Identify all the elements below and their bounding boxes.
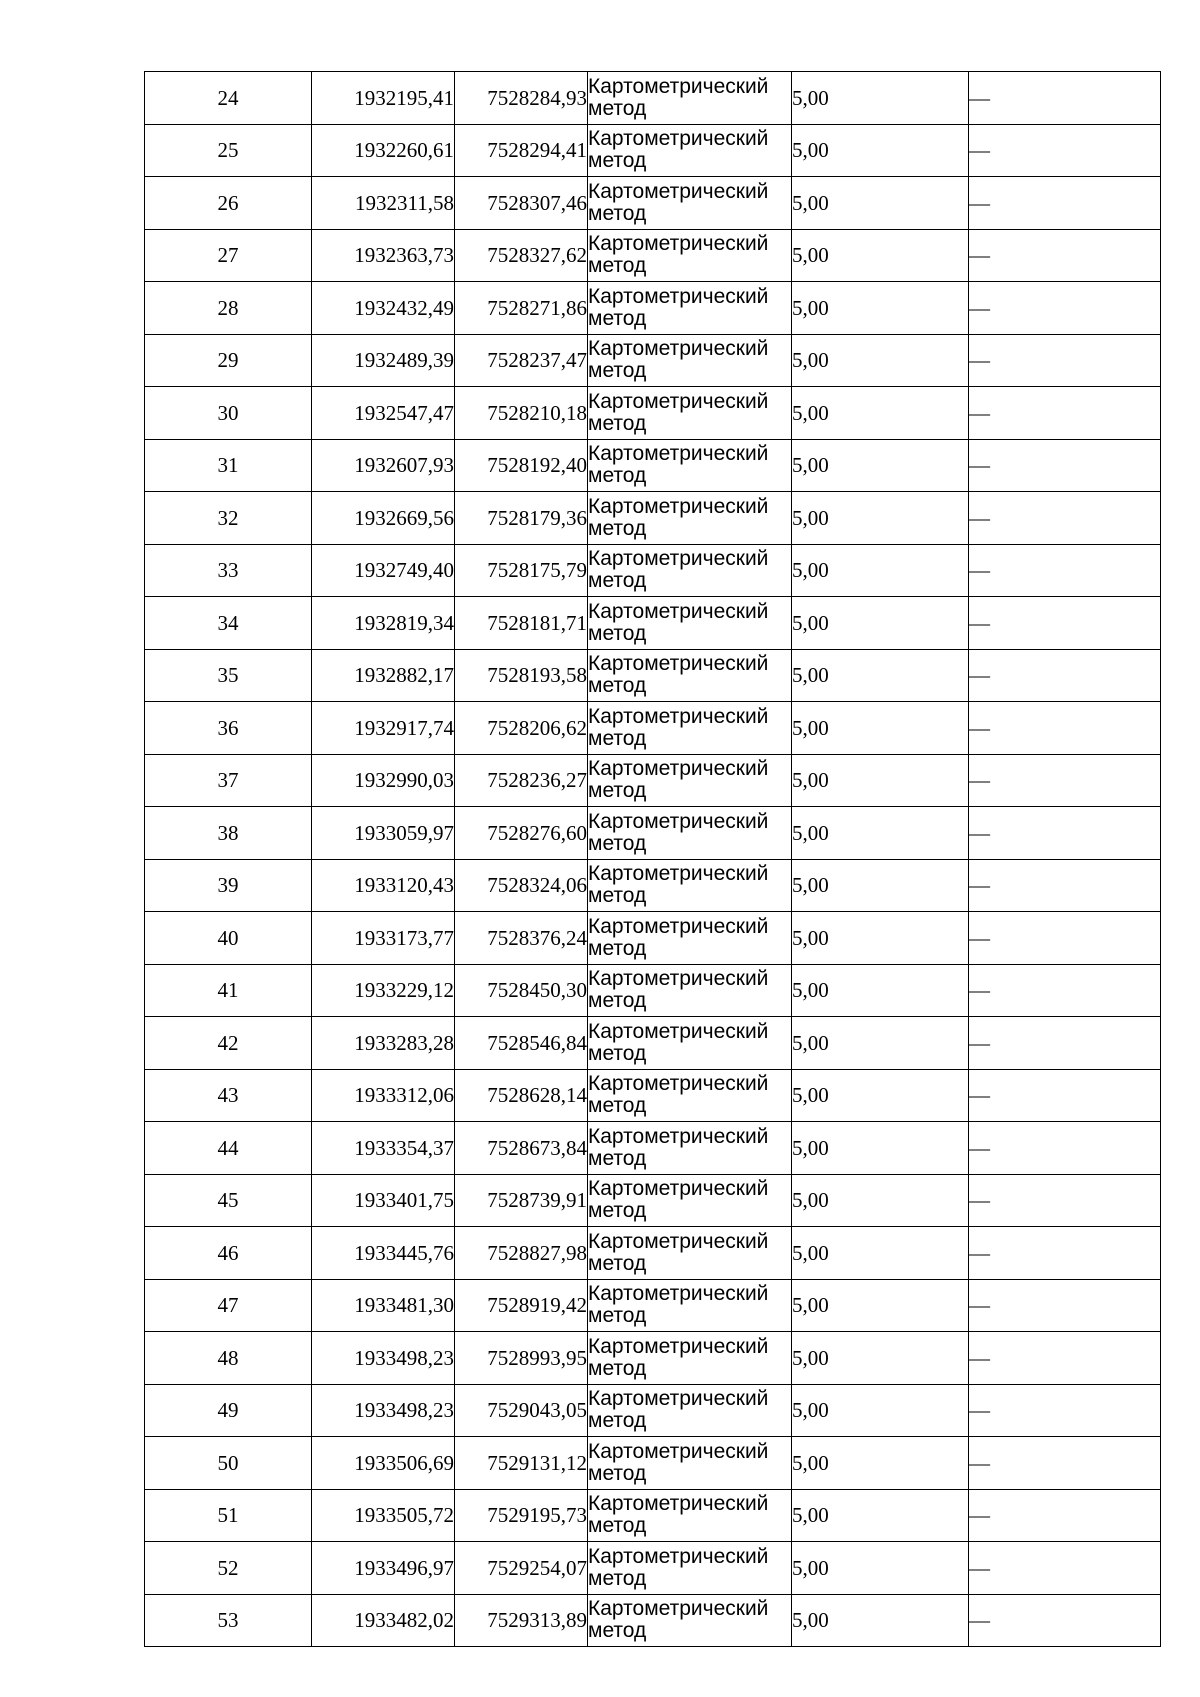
accuracy-cell: 5,00 bbox=[792, 1489, 969, 1542]
point-number-cell: 44 bbox=[145, 1122, 312, 1175]
point-number-cell: 43 bbox=[145, 1069, 312, 1122]
description-cell: — bbox=[969, 859, 1161, 912]
description-cell: — bbox=[969, 177, 1161, 230]
description-cell: — bbox=[969, 1332, 1161, 1385]
table-row bbox=[145, 1122, 1161, 1175]
method-line-2: метод bbox=[588, 201, 647, 225]
accuracy-cell: 5,00 bbox=[792, 964, 969, 1017]
method-cell bbox=[588, 492, 792, 545]
point-number-cell: 36 bbox=[145, 702, 312, 755]
description-cell: — bbox=[969, 1437, 1161, 1490]
method-line-1: Картометрический bbox=[588, 967, 769, 991]
method-cell bbox=[588, 1542, 792, 1595]
point-number-cell: 42 bbox=[145, 1017, 312, 1070]
x-coordinate-cell: 1933059,97 bbox=[312, 807, 455, 860]
description-cell: — bbox=[969, 282, 1161, 335]
x-coordinate-cell: 1933283,28 bbox=[312, 1017, 455, 1070]
method-cell bbox=[588, 1594, 792, 1647]
y-coordinate-cell: 7528739,91 bbox=[455, 1174, 588, 1227]
accuracy-cell: 5,00 bbox=[792, 1384, 969, 1437]
method-line-2: метод bbox=[588, 1304, 647, 1328]
method-line-1: Картометрический bbox=[588, 232, 769, 256]
y-coordinate-cell: 7528827,98 bbox=[455, 1227, 588, 1280]
description-cell: — bbox=[969, 912, 1161, 965]
table-row bbox=[145, 1332, 1161, 1385]
y-coordinate-cell: 7528276,60 bbox=[455, 807, 588, 860]
method-line-1: Картометрический bbox=[588, 1544, 769, 1568]
method-cell bbox=[588, 649, 792, 702]
x-coordinate-cell: 1932669,56 bbox=[312, 492, 455, 545]
method-line-1: Картометрический bbox=[588, 1124, 769, 1148]
x-coordinate-cell: 1933482,02 bbox=[312, 1594, 455, 1647]
method-cell bbox=[588, 1489, 792, 1542]
method-line-2: метод bbox=[588, 936, 647, 960]
y-coordinate-cell: 7528294,41 bbox=[455, 124, 588, 177]
accuracy-cell: 5,00 bbox=[792, 1017, 969, 1070]
table-row bbox=[145, 859, 1161, 912]
description-cell: — bbox=[969, 807, 1161, 860]
x-coordinate-cell: 1933312,06 bbox=[312, 1069, 455, 1122]
point-number-cell: 48 bbox=[145, 1332, 312, 1385]
method-cell bbox=[588, 387, 792, 440]
table-row bbox=[145, 1017, 1161, 1070]
point-number-cell: 29 bbox=[145, 334, 312, 387]
table-row bbox=[145, 387, 1161, 440]
table-row bbox=[145, 439, 1161, 492]
method-line-1: Картометрический bbox=[588, 704, 769, 728]
description-cell: — bbox=[969, 229, 1161, 282]
table-row bbox=[145, 702, 1161, 755]
accuracy-cell: 5,00 bbox=[792, 1122, 969, 1175]
description-cell: — bbox=[969, 544, 1161, 597]
method-cell bbox=[588, 124, 792, 177]
table-row bbox=[145, 72, 1161, 125]
y-coordinate-cell: 7528193,58 bbox=[455, 649, 588, 702]
x-coordinate-cell: 1932311,58 bbox=[312, 177, 455, 230]
method-line-1: Картометрический bbox=[588, 1439, 769, 1463]
table-row bbox=[145, 912, 1161, 965]
method-line-2: метод bbox=[588, 831, 647, 855]
description-cell: — bbox=[969, 492, 1161, 545]
method-cell bbox=[588, 597, 792, 650]
method-line-1: Картометрический bbox=[588, 652, 769, 676]
description-cell: — bbox=[969, 649, 1161, 702]
method-line-2: метод bbox=[588, 1251, 647, 1275]
accuracy-cell: 5,00 bbox=[792, 439, 969, 492]
x-coordinate-cell: 1932547,47 bbox=[312, 387, 455, 440]
method-line-1: Картометрический bbox=[588, 337, 769, 361]
accuracy-cell: 5,00 bbox=[792, 597, 969, 650]
y-coordinate-cell: 7528993,95 bbox=[455, 1332, 588, 1385]
coordinates-table bbox=[144, 71, 1161, 1647]
method-line-1: Картометрический bbox=[588, 1387, 769, 1411]
point-number-cell: 39 bbox=[145, 859, 312, 912]
table-row bbox=[145, 177, 1161, 230]
description-cell: — bbox=[969, 1122, 1161, 1175]
method-line-1: Картометрический bbox=[588, 547, 769, 571]
method-line-2: метод bbox=[588, 149, 647, 173]
accuracy-cell: 5,00 bbox=[792, 702, 969, 755]
method-cell bbox=[588, 912, 792, 965]
x-coordinate-cell: 1932990,03 bbox=[312, 754, 455, 807]
table-row bbox=[145, 807, 1161, 860]
x-coordinate-cell: 1932819,34 bbox=[312, 597, 455, 650]
y-coordinate-cell: 7528324,06 bbox=[455, 859, 588, 912]
table-body bbox=[145, 72, 1161, 1647]
description-cell: — bbox=[969, 1384, 1161, 1437]
table-row bbox=[145, 754, 1161, 807]
x-coordinate-cell: 1933229,12 bbox=[312, 964, 455, 1017]
method-cell bbox=[588, 282, 792, 335]
description-cell: — bbox=[969, 124, 1161, 177]
method-cell bbox=[588, 1174, 792, 1227]
point-number-cell: 34 bbox=[145, 597, 312, 650]
y-coordinate-cell: 7529043,05 bbox=[455, 1384, 588, 1437]
description-cell: — bbox=[969, 387, 1161, 440]
accuracy-cell: 5,00 bbox=[792, 912, 969, 965]
x-coordinate-cell: 1933354,37 bbox=[312, 1122, 455, 1175]
method-cell bbox=[588, 229, 792, 282]
x-coordinate-cell: 1933496,97 bbox=[312, 1542, 455, 1595]
method-line-1: Картометрический bbox=[588, 1019, 769, 1043]
table-row bbox=[145, 1069, 1161, 1122]
accuracy-cell: 5,00 bbox=[792, 1227, 969, 1280]
accuracy-cell: 5,00 bbox=[792, 1279, 969, 1332]
accuracy-cell: 5,00 bbox=[792, 1174, 969, 1227]
x-coordinate-cell: 1933498,23 bbox=[312, 1332, 455, 1385]
accuracy-cell: 5,00 bbox=[792, 859, 969, 912]
y-coordinate-cell: 7528237,47 bbox=[455, 334, 588, 387]
method-line-1: Картометрический bbox=[588, 179, 769, 203]
y-coordinate-cell: 7528307,46 bbox=[455, 177, 588, 230]
y-coordinate-cell: 7528206,62 bbox=[455, 702, 588, 755]
point-number-cell: 25 bbox=[145, 124, 312, 177]
method-line-2: метод bbox=[588, 1041, 647, 1065]
method-line-1: Картометрический bbox=[588, 1177, 769, 1201]
method-line-2: метод bbox=[588, 726, 647, 750]
table-row bbox=[145, 1227, 1161, 1280]
description-cell: — bbox=[969, 439, 1161, 492]
method-cell bbox=[588, 1279, 792, 1332]
method-line-2: метод bbox=[588, 1146, 647, 1170]
x-coordinate-cell: 1932363,73 bbox=[312, 229, 455, 282]
description-cell: — bbox=[969, 1489, 1161, 1542]
method-line-1: Картометрический bbox=[588, 389, 769, 413]
y-coordinate-cell: 7528673,84 bbox=[455, 1122, 588, 1175]
y-coordinate-cell: 7528327,62 bbox=[455, 229, 588, 282]
description-cell: — bbox=[969, 1227, 1161, 1280]
method-line-1: Картометрический bbox=[588, 1334, 769, 1358]
accuracy-cell: 5,00 bbox=[792, 177, 969, 230]
method-line-2: метод bbox=[588, 1619, 647, 1643]
x-coordinate-cell: 1932432,49 bbox=[312, 282, 455, 335]
method-line-2: метод bbox=[588, 411, 647, 435]
method-cell bbox=[588, 964, 792, 1017]
accuracy-cell: 5,00 bbox=[792, 72, 969, 125]
accuracy-cell: 5,00 bbox=[792, 649, 969, 702]
point-number-cell: 30 bbox=[145, 387, 312, 440]
point-number-cell: 45 bbox=[145, 1174, 312, 1227]
y-coordinate-cell: 7528450,30 bbox=[455, 964, 588, 1017]
point-number-cell: 53 bbox=[145, 1594, 312, 1647]
y-coordinate-cell: 7528175,79 bbox=[455, 544, 588, 597]
accuracy-cell: 5,00 bbox=[792, 334, 969, 387]
y-coordinate-cell: 7528181,71 bbox=[455, 597, 588, 650]
point-number-cell: 51 bbox=[145, 1489, 312, 1542]
method-cell bbox=[588, 1384, 792, 1437]
accuracy-cell: 5,00 bbox=[792, 124, 969, 177]
y-coordinate-cell: 7528179,36 bbox=[455, 492, 588, 545]
point-number-cell: 41 bbox=[145, 964, 312, 1017]
method-line-1: Картометрический bbox=[588, 862, 769, 886]
point-number-cell: 47 bbox=[145, 1279, 312, 1332]
method-cell bbox=[588, 177, 792, 230]
method-cell bbox=[588, 859, 792, 912]
method-line-2: метод bbox=[588, 1461, 647, 1485]
method-cell bbox=[588, 702, 792, 755]
method-line-2: метод bbox=[588, 254, 647, 278]
description-cell: — bbox=[969, 1017, 1161, 1070]
y-coordinate-cell: 7528546,84 bbox=[455, 1017, 588, 1070]
y-coordinate-cell: 7528236,27 bbox=[455, 754, 588, 807]
x-coordinate-cell: 1932882,17 bbox=[312, 649, 455, 702]
description-cell: — bbox=[969, 1174, 1161, 1227]
accuracy-cell: 5,00 bbox=[792, 807, 969, 860]
table-row bbox=[145, 124, 1161, 177]
y-coordinate-cell: 7529195,73 bbox=[455, 1489, 588, 1542]
x-coordinate-cell: 1932489,39 bbox=[312, 334, 455, 387]
table-row bbox=[145, 282, 1161, 335]
method-line-2: метод bbox=[588, 779, 647, 803]
x-coordinate-cell: 1933481,30 bbox=[312, 1279, 455, 1332]
table-row bbox=[145, 334, 1161, 387]
table-row bbox=[145, 229, 1161, 282]
point-number-cell: 50 bbox=[145, 1437, 312, 1490]
method-cell bbox=[588, 1437, 792, 1490]
y-coordinate-cell: 7528628,14 bbox=[455, 1069, 588, 1122]
x-coordinate-cell: 1933401,75 bbox=[312, 1174, 455, 1227]
accuracy-cell: 5,00 bbox=[792, 754, 969, 807]
y-coordinate-cell: 7528210,18 bbox=[455, 387, 588, 440]
point-number-cell: 52 bbox=[145, 1542, 312, 1595]
method-cell bbox=[588, 754, 792, 807]
method-line-2: метод bbox=[588, 1409, 647, 1433]
point-number-cell: 35 bbox=[145, 649, 312, 702]
table-row bbox=[145, 1489, 1161, 1542]
table-row bbox=[145, 544, 1161, 597]
method-line-2: метод bbox=[588, 1514, 647, 1538]
point-number-cell: 27 bbox=[145, 229, 312, 282]
method-line-2: метод bbox=[588, 1094, 647, 1118]
method-line-1: Картометрический bbox=[588, 1229, 769, 1253]
method-line-2: метод bbox=[588, 464, 647, 488]
method-line-2: метод bbox=[588, 569, 647, 593]
method-line-1: Картометрический bbox=[588, 1597, 769, 1621]
table-row bbox=[145, 964, 1161, 1017]
method-line-2: метод bbox=[588, 1356, 647, 1380]
method-line-2: метод bbox=[588, 96, 647, 120]
accuracy-cell: 5,00 bbox=[792, 229, 969, 282]
method-line-1: Картометрический bbox=[588, 1492, 769, 1516]
method-line-2: метод bbox=[588, 1199, 647, 1223]
accuracy-cell: 5,00 bbox=[792, 1542, 969, 1595]
table-row bbox=[145, 1279, 1161, 1332]
accuracy-cell: 5,00 bbox=[792, 1332, 969, 1385]
table-row bbox=[145, 492, 1161, 545]
y-coordinate-cell: 7529313,89 bbox=[455, 1594, 588, 1647]
table-row bbox=[145, 1542, 1161, 1595]
x-coordinate-cell: 1933505,72 bbox=[312, 1489, 455, 1542]
point-number-cell: 33 bbox=[145, 544, 312, 597]
method-cell bbox=[588, 1332, 792, 1385]
method-line-2: метод bbox=[588, 674, 647, 698]
x-coordinate-cell: 1932917,74 bbox=[312, 702, 455, 755]
method-cell bbox=[588, 1069, 792, 1122]
table-row bbox=[145, 597, 1161, 650]
y-coordinate-cell: 7529131,12 bbox=[455, 1437, 588, 1490]
y-coordinate-cell: 7528284,93 bbox=[455, 72, 588, 125]
method-line-2: метод bbox=[588, 1566, 647, 1590]
point-number-cell: 32 bbox=[145, 492, 312, 545]
method-line-1: Картометрический bbox=[588, 494, 769, 518]
description-cell: — bbox=[969, 72, 1161, 125]
method-line-2: метод bbox=[588, 306, 647, 330]
table-row bbox=[145, 649, 1161, 702]
method-line-1: Картометрический bbox=[588, 1072, 769, 1096]
x-coordinate-cell: 1932195,41 bbox=[312, 72, 455, 125]
method-line-2: метод bbox=[588, 359, 647, 383]
method-line-1: Картометрический bbox=[588, 442, 769, 466]
accuracy-cell: 5,00 bbox=[792, 1069, 969, 1122]
description-cell: — bbox=[969, 334, 1161, 387]
method-cell bbox=[588, 439, 792, 492]
method-line-1: Картометрический bbox=[588, 757, 769, 781]
method-line-2: метод bbox=[588, 884, 647, 908]
accuracy-cell: 5,00 bbox=[792, 1594, 969, 1647]
x-coordinate-cell: 1933445,76 bbox=[312, 1227, 455, 1280]
table-row bbox=[145, 1384, 1161, 1437]
method-line-1: Картометрический bbox=[588, 284, 769, 308]
table-row bbox=[145, 1437, 1161, 1490]
y-coordinate-cell: 7528271,86 bbox=[455, 282, 588, 335]
description-cell: — bbox=[969, 1069, 1161, 1122]
x-coordinate-cell: 1932607,93 bbox=[312, 439, 455, 492]
method-line-2: метод bbox=[588, 621, 647, 645]
method-line-2: метод bbox=[588, 516, 647, 540]
x-coordinate-cell: 1933498,23 bbox=[312, 1384, 455, 1437]
x-coordinate-cell: 1933120,43 bbox=[312, 859, 455, 912]
accuracy-cell: 5,00 bbox=[792, 492, 969, 545]
accuracy-cell: 5,00 bbox=[792, 544, 969, 597]
description-cell: — bbox=[969, 597, 1161, 650]
accuracy-cell: 5,00 bbox=[792, 1437, 969, 1490]
method-cell bbox=[588, 1017, 792, 1070]
method-cell bbox=[588, 1122, 792, 1175]
x-coordinate-cell: 1933173,77 bbox=[312, 912, 455, 965]
method-line-1: Картометрический bbox=[588, 914, 769, 938]
description-cell: — bbox=[969, 702, 1161, 755]
description-cell: — bbox=[969, 754, 1161, 807]
table-row bbox=[145, 1594, 1161, 1647]
accuracy-cell: 5,00 bbox=[792, 387, 969, 440]
point-number-cell: 26 bbox=[145, 177, 312, 230]
y-coordinate-cell: 7528192,40 bbox=[455, 439, 588, 492]
method-line-1: Картометрический bbox=[588, 599, 769, 623]
point-number-cell: 31 bbox=[145, 439, 312, 492]
method-line-1: Картометрический bbox=[588, 74, 769, 98]
table-row bbox=[145, 1174, 1161, 1227]
description-cell: — bbox=[969, 1594, 1161, 1647]
point-number-cell: 28 bbox=[145, 282, 312, 335]
method-cell bbox=[588, 72, 792, 125]
point-number-cell: 24 bbox=[145, 72, 312, 125]
description-cell: — bbox=[969, 1279, 1161, 1332]
method-cell bbox=[588, 334, 792, 387]
y-coordinate-cell: 7529254,07 bbox=[455, 1542, 588, 1595]
y-coordinate-cell: 7528919,42 bbox=[455, 1279, 588, 1332]
method-cell bbox=[588, 544, 792, 597]
method-line-1: Картометрический bbox=[588, 809, 769, 833]
x-coordinate-cell: 1932749,40 bbox=[312, 544, 455, 597]
point-number-cell: 38 bbox=[145, 807, 312, 860]
description-cell: — bbox=[969, 964, 1161, 1017]
point-number-cell: 49 bbox=[145, 1384, 312, 1437]
point-number-cell: 46 bbox=[145, 1227, 312, 1280]
method-line-1: Картометрический bbox=[588, 1282, 769, 1306]
y-coordinate-cell: 7528376,24 bbox=[455, 912, 588, 965]
method-cell bbox=[588, 1227, 792, 1280]
method-line-2: метод bbox=[588, 989, 647, 1013]
method-cell bbox=[588, 807, 792, 860]
description-cell: — bbox=[969, 1542, 1161, 1595]
x-coordinate-cell: 1933506,69 bbox=[312, 1437, 455, 1490]
accuracy-cell: 5,00 bbox=[792, 282, 969, 335]
point-number-cell: 40 bbox=[145, 912, 312, 965]
x-coordinate-cell: 1932260,61 bbox=[312, 124, 455, 177]
method-line-1: Картометрический bbox=[588, 127, 769, 151]
point-number-cell: 37 bbox=[145, 754, 312, 807]
